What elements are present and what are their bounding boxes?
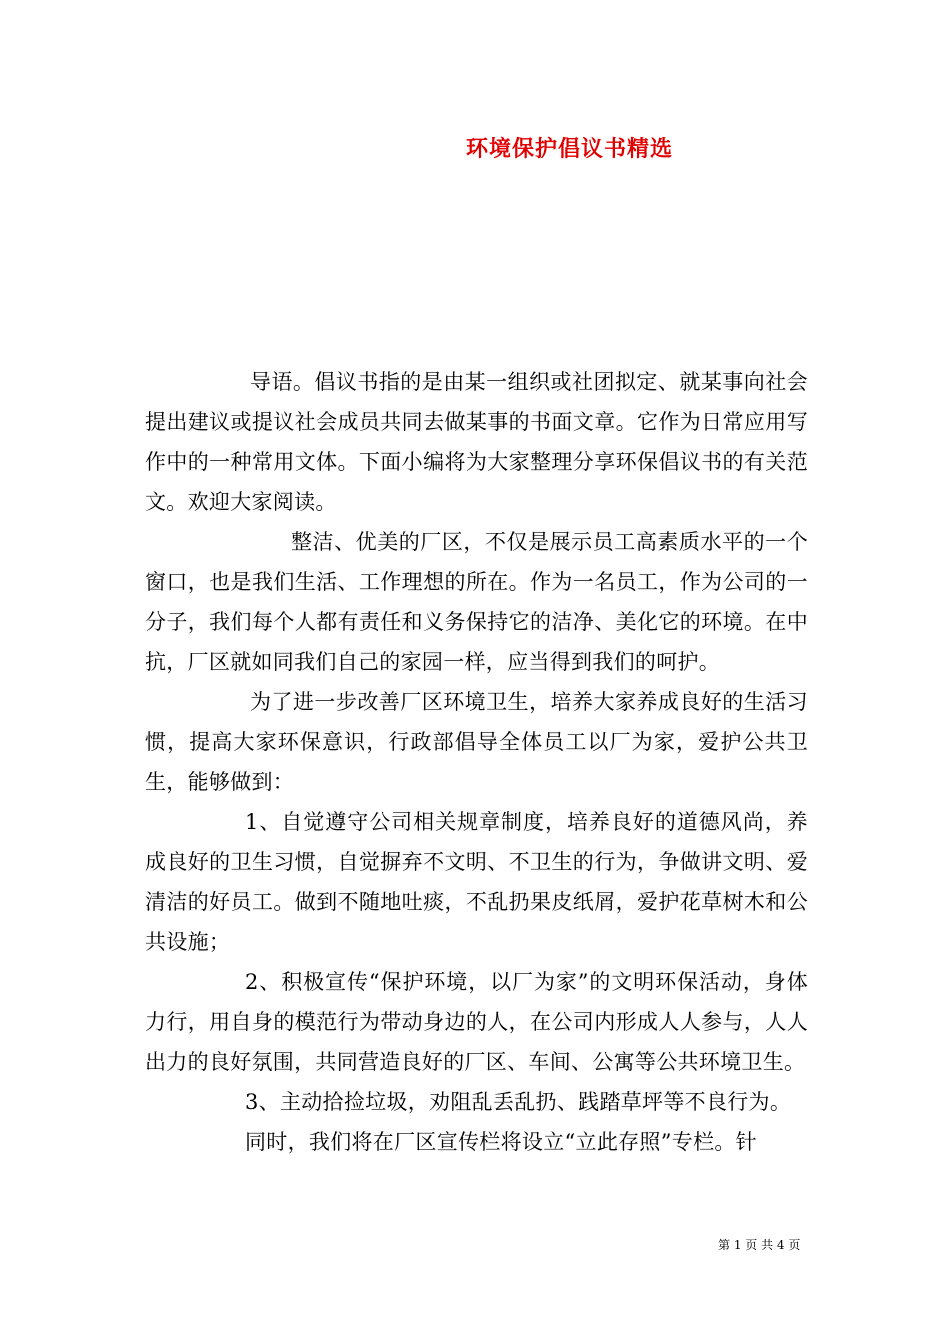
document-body: [145, 362, 808, 1162]
paragraph-intro: 导语。倡议书指的是由某一组织或社团拟定、就某事向社会提出建议或提议社会成员共同去做某事的书面文章。它作为日常应用写作中的一种常用文体。下面小编将为大家整理分享环保倡议书的有关范文。欢迎大家阅读。: [145, 370, 808, 514]
paragraph-item-2: 2、积极宣传“保护环境，以厂为家”的文明环保活动，身体力行，用自身的模范行为带动身边的人，在公司内形成人人参与，人人出力的良好氛围，共同营造良好的厂区、车间、公寓等公共环境卫生。: [145, 970, 808, 1074]
page-number-footer: 第 1 页 共 4 页: [718, 1238, 801, 1252]
paragraph-item-1: 1、自觉遵守公司相关规章制度，培养良好的道德风尚，养成良好的卫生习惯，自觉摒弃不文明、不卫生的行为，争做讲文明、爱清洁的好员工。做到不随地吐痰，不乱扔果皮纸屑，爱护花草树木和公共设施；: [145, 810, 808, 954]
paragraph-factory-area: 整洁、优美的厂区，不仅是展示员工高素质水平的一个窗口，也是我们生活、工作理想的所在。作为一名员工，作为公司的一分子，我们每个人都有责任和义务保持它的洁净、美化它的环境。在中抗，厂区就如同我们自己的家园一样，应当得到我们的呵护。: [145, 530, 808, 674]
paragraph-item-3: 3、主动拾捡垃圾，劝阻乱丢乱扔、践踏草坪等不良行为。: [245, 1090, 792, 1114]
document-title: 环境保护倡议书精选: [466, 136, 674, 162]
paragraph-initiative: 为了进一步改善厂区环境卫生，培养大家养成良好的生活习惯，提高大家环保意识，行政部倡导全体员工以厂为家，爱护公共卫生，能够做到：: [145, 690, 808, 794]
paragraph-meanwhile: 同时，我们将在厂区宣传栏将设立“立此存照”专栏。针: [245, 1130, 757, 1154]
